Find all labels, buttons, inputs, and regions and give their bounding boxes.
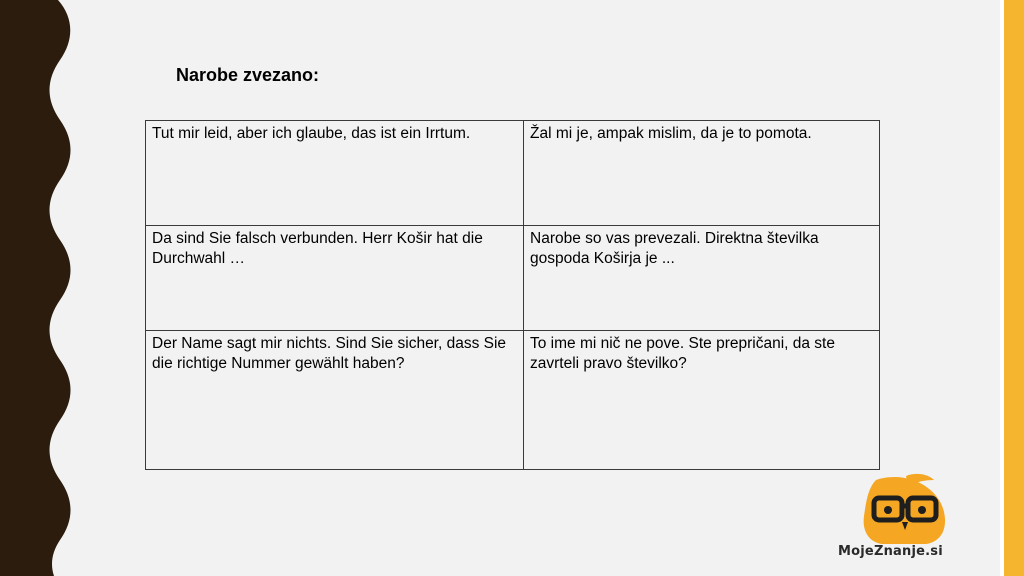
slovene-phrase-cell: To ime mi nič ne pove. Ste prepričani, da ste zavrteli pravo številko? <box>524 331 880 470</box>
brand-logo-text: MojeZnanje.si <box>838 544 943 559</box>
phrase-table <box>145 120 880 470</box>
german-phrase-cell: Der Name sagt mir nichts. Sind Sie sicher, dass Sie die richtige Nummer gewählt haben? <box>146 331 524 470</box>
decorative-wave-border <box>0 0 80 576</box>
slovene-phrase-cell: Narobe so vas prevezali. Direktna številka gospoda Koširja je ... <box>524 226 880 331</box>
german-phrase-cell: Da sind Sie falsch verbunden. Herr Košir hat die Durchwahl … <box>146 226 524 331</box>
table-row <box>146 226 880 331</box>
german-phrase-cell: Tut mir leid, aber ich glaube, das ist ein Irrtum. <box>146 121 524 226</box>
right-border-stripe <box>1004 0 1024 576</box>
slovene-phrase-cell: Žal mi je, ampak mislim, da je to pomota. <box>524 121 880 226</box>
table-row <box>146 121 880 226</box>
slide-title: Narobe zvezano: <box>176 65 320 85</box>
table-row <box>146 331 880 470</box>
